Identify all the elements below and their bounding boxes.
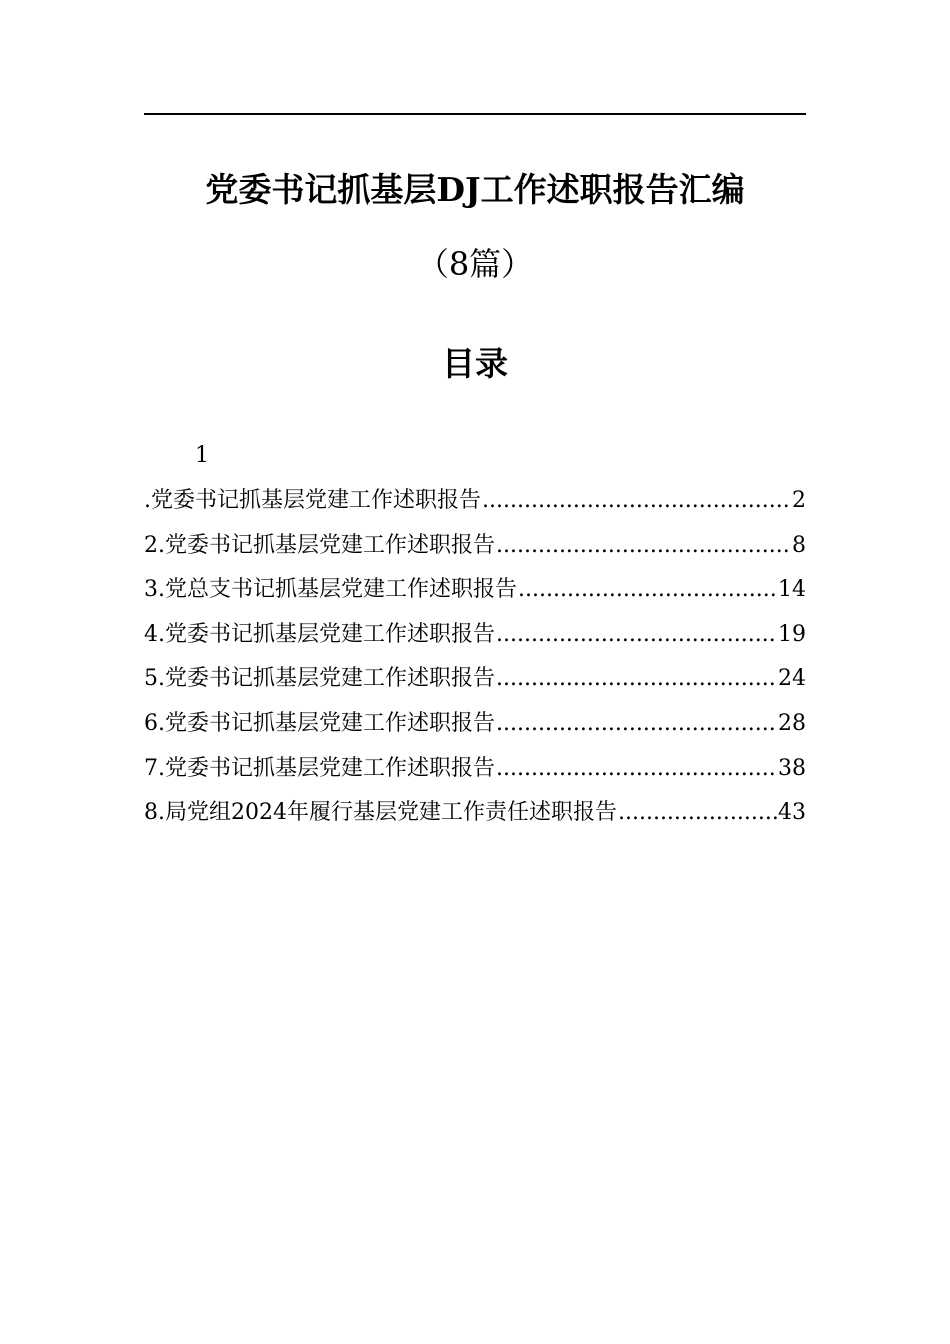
toc-entry-8[interactable] [144,796,806,841]
toc-entry-page: 14 [778,577,806,603]
toc-entry-label: 8.局党组2024年履行基层党建工作责任述职报告 [144,800,617,826]
toc-entry-label: 5.党委书记抓基层党建工作述职报告 [144,666,495,692]
toc-entry-page: 19 [778,621,806,647]
toc-entry-page: 38 [778,755,806,781]
toc-entry-7[interactable] [144,752,806,797]
toc-entry-label: .党委书记抓基层党建工作述职报告 [144,488,481,513]
toc-entry-label: 7.党委书记抓基层党建工作述职报告 [144,755,495,781]
toc-entry-3[interactable] [144,573,806,618]
toc-entry-5[interactable] [144,662,806,707]
table-of-contents [144,484,806,841]
toc-leader-dots [496,662,777,696]
toc-leader-dots [618,796,777,830]
toc-entry-2[interactable] [144,529,806,574]
toc-entry-6[interactable] [144,707,806,752]
toc-entry-label: 6.党委书记抓基层党建工作述职报告 [144,710,495,736]
toc-heading: 目录 [442,344,508,383]
document-subtitle: （8篇） [416,245,534,283]
toc-entry-4[interactable] [144,618,806,663]
toc-entry-page: 24 [778,666,806,692]
toc-entry-page: 8 [792,532,806,558]
toc-leader-dots [482,484,791,518]
toc-leader-dots [496,752,777,786]
toc-entry-1[interactable] [144,484,806,529]
toc-leader-dots [496,618,777,652]
toc-entry-label: 3.党总支书记抓基层党建工作述职报告 [144,577,517,603]
toc-entry-label: 2.党委书记抓基层党建工作述职报告 [144,532,495,558]
header-rule [144,113,806,115]
toc-leader-dots [496,529,791,563]
toc-leader-dots [518,573,777,607]
toc-entry-label: 4.党委书记抓基层党建工作述职报告 [144,621,495,647]
toc-entry-page: 43 [778,800,806,826]
toc-entry-page: 28 [778,710,806,736]
toc-entry-page: 2 [792,488,806,513]
document-title: 党委书记抓基层DJ工作述职报告汇编 [205,170,745,209]
toc-leader-dots [496,707,777,741]
toc-leading-number: 1 [195,443,209,468]
